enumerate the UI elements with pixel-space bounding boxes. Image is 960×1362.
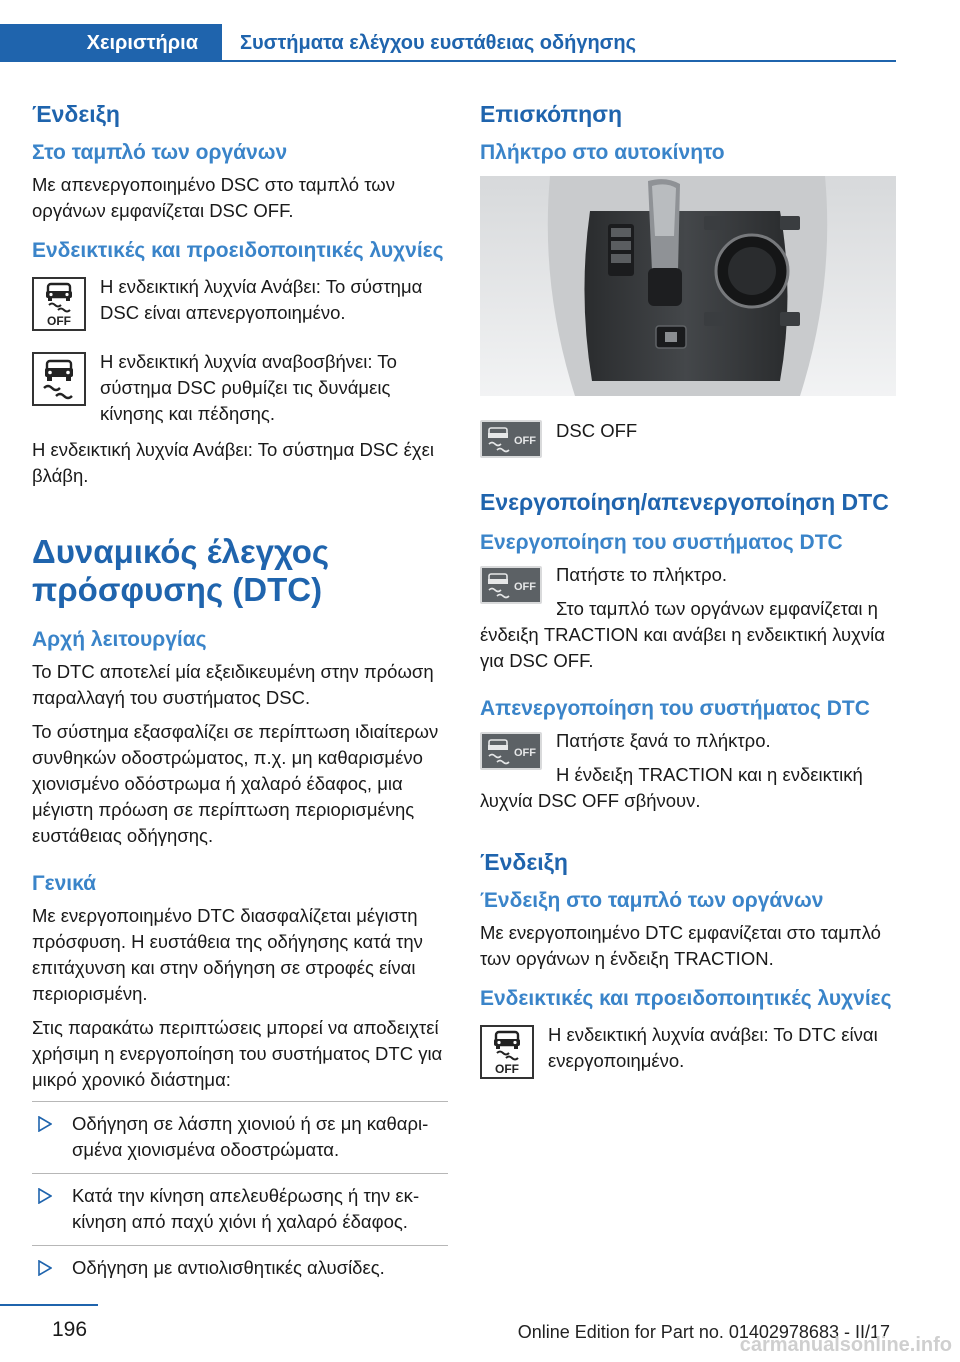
off-label: OFF [47,314,71,327]
dsc-flashing-indicator-icon [32,352,86,406]
heading-general: Γενικά [32,872,97,895]
heading-button-in-car: Πλήκτρο στο αυτοκίνητο [480,141,725,164]
triangle-bullet-icon [38,1260,52,1276]
indicator-text-1: Η ενδεικτική λυχνία Ανάβει: Το σύστημα DSC είναι απενεργοποιημένο. [100,276,423,323]
paragraph-general-2: Στις παρακάτω περιπτώσεις μπορεί να αποδειχτεί χρήσιμη η ενεργοποίηση του συστήματος DTC για μικρό χρονικό διάστημα: [32,1017,443,1090]
list-item [32,1101,448,1173]
dtc-button-icon [480,732,542,770]
indicator-row-dtc-on [480,1022,896,1079]
list-item [32,1173,448,1245]
enable-step-2: Στο ταμπλό των οργάνων εμφανίζεται η ένδειξη TRACTION και ανάβει η ενδεικτική λυχνία για DSC OFF. [480,598,885,671]
heading-activate-deactivate: Ενεργοποίηση/απενεργοποίηση DTC [480,489,889,515]
left-column [32,100,448,1291]
off-label: OFF [514,435,536,447]
paragraph-instrument-cluster-right: Με ενεργοποιημένο DTC εμφανίζεται στο ταμπλό των οργάνων η ένδειξη TRACTION. [480,922,881,969]
footer-divider [0,1304,98,1306]
heading-enable-dtc: Ενεργοποίηση του συστήματος DTC [480,531,843,554]
paragraph-principle-1: Το DTC αποτελεί μία εξειδικευμένη στην πρόωση παραλλαγή του συστήματος DSC. [32,661,434,708]
header-divider [222,60,896,62]
paragraph-instrument-cluster: Με απενεργοποιημένο DSC στο ταμπλό των οργάνων εμφανίζεται DSC OFF. [32,174,395,221]
list-item [32,1245,448,1291]
bullet-text: Κατά την κίνηση απελευθέρωσης ή την εκκίνηση από παχύ χιόνι ή χαλαρό έδαφος. [72,1185,420,1232]
paragraph-principle-2: Το σύστημα εξασφαλίζει σε περίπτωση ιδιαίτερων συνθηκών οδοστρώματος, π.χ. μη καθαρισμένο χιονισμένο οδόστρωμα ή χαλαρό έδαφος, μια μέγιστη πρόωση σε περίπτωση περιορισμένης ευστάθειας οδήγησης. [32,721,439,846]
heading-indicator-lights-right: Ενδεικτικές και προειδοποιητικές λυχνίες [480,987,892,1010]
bullet-text: Οδήγηση σε λάσπη χιονιού ή σε μη καθαρισμένα χιονισμένα οδοστρώματα. [72,1113,429,1160]
dsc-off-indicator-icon [32,277,86,331]
heading-principle: Αρχή λειτουργίας [32,628,207,651]
off-label: OFF [514,581,536,593]
watermark: carmanualsonline.info [739,1334,952,1356]
page-number: 196 [52,1318,88,1341]
page-header [0,0,960,62]
enable-block [480,562,896,696]
indicator-row-dsc-flash [32,349,448,427]
dtc-on-indicator-icon [480,1025,534,1079]
header-tab-section[interactable]: Συστήματα ελέγχου ευστάθειας οδήγησης [240,31,636,54]
heading-display: Ένδειξη [32,101,120,127]
paragraph-general-1: Με ενεργοποιημένο DTC διασφαλίζεται μέγιστη πρόσφυση. Η ευστάθεια της οδήγησης κατά την επιτάχυνση και στην οδήγηση σε στροφές είναι περιορισμένη. [32,905,423,1004]
dsc-off-button-icon [480,420,542,458]
triangle-bullet-icon [38,1116,52,1132]
right-column [480,100,896,1089]
heading-disable-dtc: Απενεργοποίηση του συστήματος DTC [480,697,870,720]
indicator-text-2: Η ενδεικτική λυχνία αναβοσβήνει: Το σύστημα DSC ρυθμίζει τις δυνάμεις κίνησης και πέδησης. [100,351,397,424]
indicator-text-3: Η ενδεικτική λυχνία Ανάβει: Το σύστημα DSC έχει βλάβη. [32,439,434,486]
heading-dtc: Δυναμικός έλεγχος πρόσφυσης (DTC) [32,533,330,608]
edition-text: Online Edition for Part no. 01402978683 - II/17 [517,1322,890,1342]
indicator-row-dsc-off [32,274,448,331]
heading-display-right: Ένδειξη [480,849,568,875]
bullet-text: Οδήγηση με αντιολισθητικές αλυσίδες. [72,1257,385,1278]
header-tab-controls[interactable]: Χειριστήρια [0,24,222,62]
dsc-off-label: DSC OFF [556,420,638,441]
center-console-photo [480,176,896,396]
disable-step-1: Πατήστε ξανά το πλήκτρο. [556,730,771,751]
heading-overview: Επισκόπηση [480,101,622,127]
indicator-text-dtc: Η ενδεικτική λυχνία ανάβει: Το DTC είναι ενεργοποιημένο. [548,1024,878,1071]
bullet-list [32,1101,448,1291]
dsc-off-button-row [480,416,896,462]
heading-instrument-cluster-right: Ένδειξη στο ταμπλό των οργάνων [480,889,824,912]
disable-step-2: Η ένδειξη TRACTION και η ενδεικτική λυχνία DSC OFF σβήνουν. [480,764,863,811]
enable-step-1: Πατήστε το πλήκτρο. [556,564,728,585]
disable-block [480,728,896,848]
heading-instrument-cluster: Στο ταμπλό των οργάνων [32,141,288,164]
off-label: OFF [495,1062,519,1075]
triangle-bullet-icon [38,1188,52,1204]
heading-indicator-lights: Ενδεικτικές και προειδοποιητικές λυχνίες [32,239,444,262]
off-label: OFF [514,747,536,759]
dtc-button-icon [480,566,542,604]
